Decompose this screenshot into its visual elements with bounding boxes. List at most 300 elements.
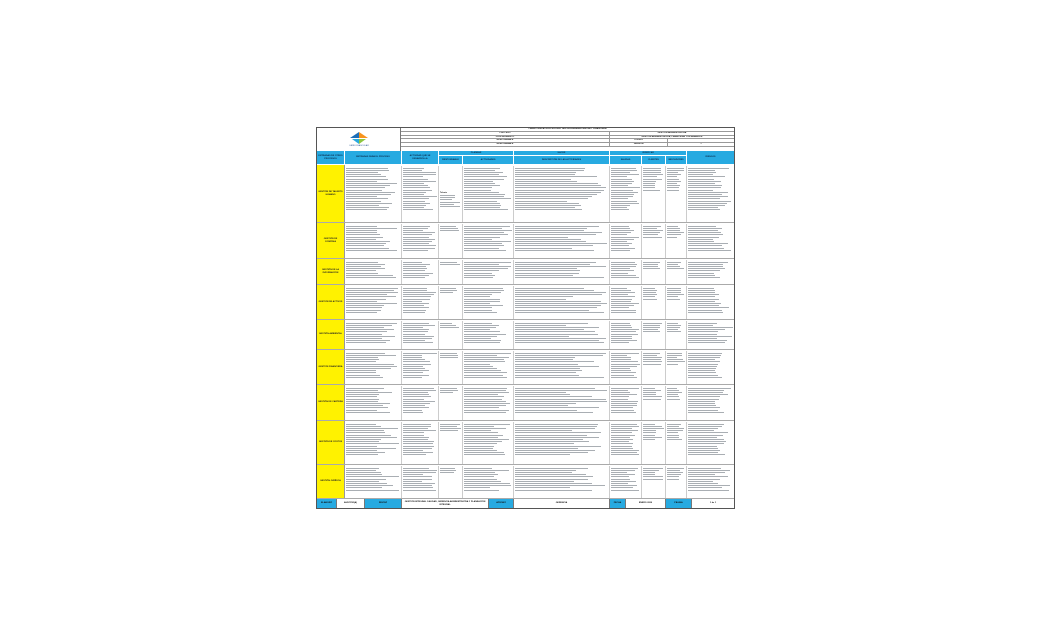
text-line <box>667 296 678 297</box>
text-line <box>515 226 599 227</box>
text-line <box>346 262 378 263</box>
text-line <box>440 426 457 427</box>
text-line <box>667 424 681 425</box>
text-line <box>688 392 723 393</box>
text-line <box>515 412 593 413</box>
text-line <box>346 176 386 177</box>
text-line <box>688 334 717 335</box>
text-line <box>346 407 388 408</box>
text-line <box>515 485 605 486</box>
text-line <box>611 294 628 295</box>
text-line <box>643 432 656 433</box>
cell-entradas <box>345 286 402 319</box>
text-line <box>611 185 628 186</box>
text-line <box>643 359 661 360</box>
text-line <box>611 448 633 449</box>
text-line <box>403 439 428 440</box>
text-line <box>403 338 432 339</box>
text-line <box>346 401 378 402</box>
text-line <box>611 472 627 473</box>
text-line <box>611 262 635 263</box>
text-line <box>403 228 428 229</box>
text-line <box>464 312 497 313</box>
text-line <box>346 399 379 400</box>
text-line <box>346 190 382 191</box>
text-line <box>611 299 632 300</box>
text-line <box>403 437 429 438</box>
text-line <box>464 329 490 330</box>
text-line <box>403 168 424 169</box>
cell-clientes <box>642 386 666 420</box>
text-line <box>688 443 724 444</box>
text-line <box>667 359 683 360</box>
text-line <box>667 237 677 238</box>
text-line <box>643 470 659 471</box>
cell-planear-responsable <box>439 351 463 384</box>
text-line <box>346 342 386 343</box>
text-line <box>643 230 663 231</box>
text-line <box>515 372 576 373</box>
text-line <box>403 250 428 251</box>
text-line <box>515 312 604 313</box>
text-line <box>643 396 662 397</box>
text-line <box>688 342 725 343</box>
text-line <box>515 405 568 406</box>
text-line <box>515 368 580 369</box>
text-line <box>403 243 429 244</box>
text-line <box>688 485 730 486</box>
text-line <box>611 353 639 354</box>
text-line <box>667 435 679 436</box>
text-line <box>515 410 577 411</box>
text-line <box>464 226 510 227</box>
text-line <box>403 275 429 276</box>
text-line <box>403 312 425 313</box>
text-line <box>403 292 436 293</box>
header-code-label: CÓDIGO <box>610 139 668 142</box>
cell-planear-actividades <box>463 260 514 284</box>
text-line <box>611 239 634 240</box>
text-line <box>688 250 731 251</box>
text-line <box>464 190 491 191</box>
text-line <box>515 370 582 371</box>
header-procedure-value: GESTIÓN ADMINISTRATIVA, FINANCIERA Y DE AMBIENTE <box>641 135 703 138</box>
text-line <box>611 170 637 171</box>
text-line <box>643 479 663 480</box>
text-line <box>464 270 499 271</box>
cell-actividad <box>402 166 439 222</box>
cell-indicadores <box>666 466 687 498</box>
text-line <box>515 388 595 389</box>
text-line <box>403 403 430 404</box>
text-line <box>464 424 510 425</box>
col-salidas: SALIDAS <box>610 156 642 165</box>
text-line <box>464 310 492 311</box>
text-line <box>515 403 576 404</box>
cell-riesgos <box>687 351 734 384</box>
text-line <box>403 388 434 389</box>
text-line <box>515 375 579 376</box>
text-line <box>440 468 455 469</box>
cell-riesgos <box>687 466 734 498</box>
text-line <box>515 294 602 295</box>
text-line <box>403 207 424 208</box>
text-line <box>688 359 715 360</box>
text-line <box>611 234 627 235</box>
text-line <box>464 474 498 475</box>
header-responsible2-label: RESPONSABLE <box>401 143 610 146</box>
text-line <box>346 481 379 482</box>
text-line <box>643 357 662 358</box>
text-line <box>346 174 381 175</box>
text-line <box>464 228 502 229</box>
col-procesos: ENTRADAS DE OTROS PROCESOS <box>317 151 345 165</box>
text-line <box>688 237 719 238</box>
text-line <box>403 412 423 413</box>
text-line <box>464 331 500 332</box>
text-line <box>403 479 432 480</box>
text-line <box>464 443 497 444</box>
text-line <box>688 353 722 354</box>
text-line <box>688 412 724 413</box>
cell-entradas <box>345 386 402 420</box>
footer-fecha-value: ENERO 2020 <box>626 499 666 508</box>
text-line <box>403 226 430 227</box>
cell-planear-actividades <box>463 466 514 498</box>
text-line <box>464 450 497 451</box>
text-line <box>688 299 719 300</box>
text-line <box>464 490 499 491</box>
text-line <box>515 432 601 433</box>
text-line <box>403 273 433 274</box>
text-line <box>611 230 634 231</box>
text-line <box>688 174 713 175</box>
text-line <box>515 470 576 471</box>
text-line <box>611 196 633 197</box>
text-line <box>464 203 500 204</box>
text-line <box>515 399 606 400</box>
text-line <box>611 310 636 311</box>
text-line <box>403 470 437 471</box>
text-line <box>346 412 390 413</box>
header-process-value: GESTIÓN ADMINISTRATIVA <box>657 131 687 134</box>
text-line <box>515 201 567 202</box>
text-line <box>688 470 730 471</box>
text-line <box>515 292 606 293</box>
text-line <box>464 296 490 297</box>
text-line <box>403 450 423 451</box>
text-line <box>611 396 629 397</box>
text-line <box>346 198 388 199</box>
text-line <box>667 176 677 177</box>
cell-planear-responsable <box>439 286 463 319</box>
text-line <box>515 325 566 326</box>
text-line <box>611 268 630 269</box>
text-line <box>611 190 633 191</box>
row-process-name: GESTIÓN DE TALENTO HUMANO <box>317 165 345 222</box>
text-line <box>515 198 588 199</box>
text-line <box>643 232 660 233</box>
text-line <box>440 472 454 473</box>
text-line <box>403 476 432 477</box>
text-line <box>346 446 377 447</box>
text-line <box>403 194 424 195</box>
text-line <box>643 476 663 477</box>
text-line <box>667 168 684 169</box>
text-line <box>464 305 503 306</box>
text-line <box>403 364 431 365</box>
text-line <box>515 392 566 393</box>
text-line <box>346 228 397 229</box>
text-line <box>464 243 502 244</box>
text-line <box>346 183 397 184</box>
cell-indicadores <box>666 166 687 222</box>
text-line <box>515 446 601 447</box>
text-line <box>688 370 715 371</box>
text-line <box>667 437 679 438</box>
text-line <box>464 174 499 175</box>
text-line <box>403 232 435 233</box>
text-line <box>611 205 630 206</box>
text-line <box>643 185 655 186</box>
text-line <box>688 390 724 391</box>
text-line <box>403 342 433 343</box>
text-line <box>611 209 629 210</box>
text-line <box>688 325 713 326</box>
column-header-band <box>317 151 734 165</box>
process-rows <box>317 165 734 499</box>
text-line <box>611 424 637 425</box>
text-line <box>688 329 725 330</box>
text-line <box>515 305 601 306</box>
footer-reviso-value: GESTIÓN INTEGRAL CALIDAD, GERENCIA ADMINISTRATIVA Y PLANEACIÓN INTEGRAL <box>402 499 489 508</box>
text-line <box>346 273 378 274</box>
text-line <box>688 441 726 442</box>
text-line <box>440 292 453 293</box>
text-line <box>667 290 681 291</box>
text-line <box>346 185 390 186</box>
text-line <box>515 176 597 177</box>
text-line <box>515 468 588 469</box>
text-line <box>611 375 634 376</box>
text-line <box>346 294 387 295</box>
text-line <box>611 364 640 365</box>
text-line <box>688 179 714 180</box>
text-line <box>440 206 460 207</box>
text-line <box>688 190 713 191</box>
text-line <box>346 439 381 440</box>
text-line <box>346 241 390 242</box>
header-code-value <box>668 139 734 142</box>
text-line <box>464 327 496 328</box>
text-line <box>667 476 679 477</box>
text-line <box>464 472 495 473</box>
text-line <box>611 452 637 453</box>
text-line <box>403 405 425 406</box>
text-line <box>346 299 386 300</box>
text-line <box>464 410 509 411</box>
text-line <box>688 396 720 397</box>
text-line <box>403 172 436 173</box>
text-line <box>611 228 630 229</box>
text-line <box>611 226 629 227</box>
text-line <box>403 179 428 180</box>
text-line <box>643 435 655 436</box>
text-line <box>403 474 423 475</box>
text-line <box>346 301 377 302</box>
text-line <box>667 357 677 358</box>
text-line <box>464 340 501 341</box>
text-line <box>688 338 717 339</box>
text-line <box>667 183 677 184</box>
cell-riesgos <box>687 260 734 284</box>
text-line <box>611 479 630 480</box>
text-line <box>346 403 390 404</box>
text-line <box>346 192 395 193</box>
text-line <box>515 483 592 484</box>
col-clientes: CLIENTES <box>642 156 666 165</box>
text-line <box>403 468 429 469</box>
cell-planear-actividades <box>463 422 514 464</box>
text-line <box>688 192 728 193</box>
text-line <box>667 394 678 395</box>
text-line <box>611 468 638 469</box>
text-line <box>464 342 500 343</box>
text-line <box>688 405 716 406</box>
table-row <box>317 259 734 285</box>
text-line <box>464 355 497 356</box>
text-line <box>611 237 639 238</box>
text-line <box>611 248 635 249</box>
text-line <box>440 202 460 203</box>
text-line <box>346 340 390 341</box>
text-line <box>346 448 396 449</box>
text-line <box>346 181 377 182</box>
text-line <box>611 192 638 193</box>
text-line <box>643 187 655 188</box>
text-line <box>515 359 573 360</box>
text-line <box>515 172 576 173</box>
text-line <box>643 392 656 393</box>
cell-clientes <box>642 166 666 222</box>
text-line <box>464 179 504 180</box>
text-line <box>346 237 383 238</box>
text-line <box>643 264 658 265</box>
text-line <box>515 185 601 186</box>
text-line <box>688 410 718 411</box>
text-line <box>667 426 679 427</box>
cell-planear-responsable <box>439 224 463 258</box>
text-line <box>346 392 392 393</box>
text-line <box>688 187 721 188</box>
text-line <box>403 201 425 202</box>
text-line <box>464 230 512 231</box>
text-line <box>688 377 722 378</box>
text-line <box>403 248 435 249</box>
text-line <box>515 181 577 182</box>
text-line <box>346 307 382 308</box>
text-line <box>346 201 381 202</box>
document-title: CARACTERIZACIÓN PROCESO GESTIÓN ADMINISTRATIVA Y FINANCIERA <box>401 128 734 132</box>
text-line <box>346 428 398 429</box>
cell-salidas <box>610 260 642 284</box>
text-line <box>403 288 427 289</box>
text-line <box>346 476 399 477</box>
text-line <box>464 407 499 408</box>
text-line <box>611 305 634 306</box>
text-line <box>688 401 715 402</box>
cell-hacer <box>514 260 610 284</box>
cell-planear-responsable <box>439 166 463 222</box>
text-line <box>464 196 504 197</box>
text-line <box>611 403 637 404</box>
text-line <box>688 336 732 337</box>
cell-clientes <box>642 321 666 349</box>
cell-salidas <box>610 422 642 464</box>
text-line <box>667 430 683 431</box>
text-line <box>667 179 679 180</box>
text-line <box>611 168 636 169</box>
text-line <box>611 290 631 291</box>
text-line <box>667 288 681 289</box>
text-line <box>515 443 574 444</box>
text-line <box>688 407 720 408</box>
text-line <box>667 470 680 471</box>
cell-hacer <box>514 224 610 258</box>
document-header <box>317 128 734 151</box>
text-line <box>688 198 720 199</box>
text-line <box>346 310 381 311</box>
text-line <box>515 190 604 191</box>
text-line <box>688 388 731 389</box>
text-line <box>643 294 657 295</box>
text-line <box>403 448 432 449</box>
cell-actividad <box>402 386 439 420</box>
text-line <box>515 179 571 180</box>
cell-indicadores <box>666 260 687 284</box>
text-line <box>667 228 680 229</box>
text-line <box>403 368 425 369</box>
text-line <box>688 181 721 182</box>
text-line <box>346 325 392 326</box>
text-line <box>440 290 457 291</box>
col-indicadores: INDICADORES <box>666 156 687 165</box>
cell-actividad <box>402 260 439 284</box>
text-line <box>515 454 570 455</box>
text-line <box>643 474 655 475</box>
table-row <box>317 320 734 350</box>
text-line <box>440 288 456 289</box>
text-line <box>688 355 721 356</box>
text-line <box>688 290 715 291</box>
text-line <box>515 270 580 271</box>
text-line <box>403 187 430 188</box>
text-line <box>688 248 724 249</box>
text-line <box>403 305 424 306</box>
row-process-name: GESTIÓN AMBIENTAL <box>317 320 345 349</box>
text-line <box>611 443 633 444</box>
text-line <box>611 232 631 233</box>
text-line <box>464 454 505 455</box>
text-line <box>611 432 632 433</box>
text-line <box>611 292 635 293</box>
text-line <box>688 205 725 206</box>
text-line <box>515 428 595 429</box>
text-line <box>688 331 718 332</box>
text-line <box>346 196 377 197</box>
cell-hacer <box>514 166 610 222</box>
text-line <box>346 277 396 278</box>
